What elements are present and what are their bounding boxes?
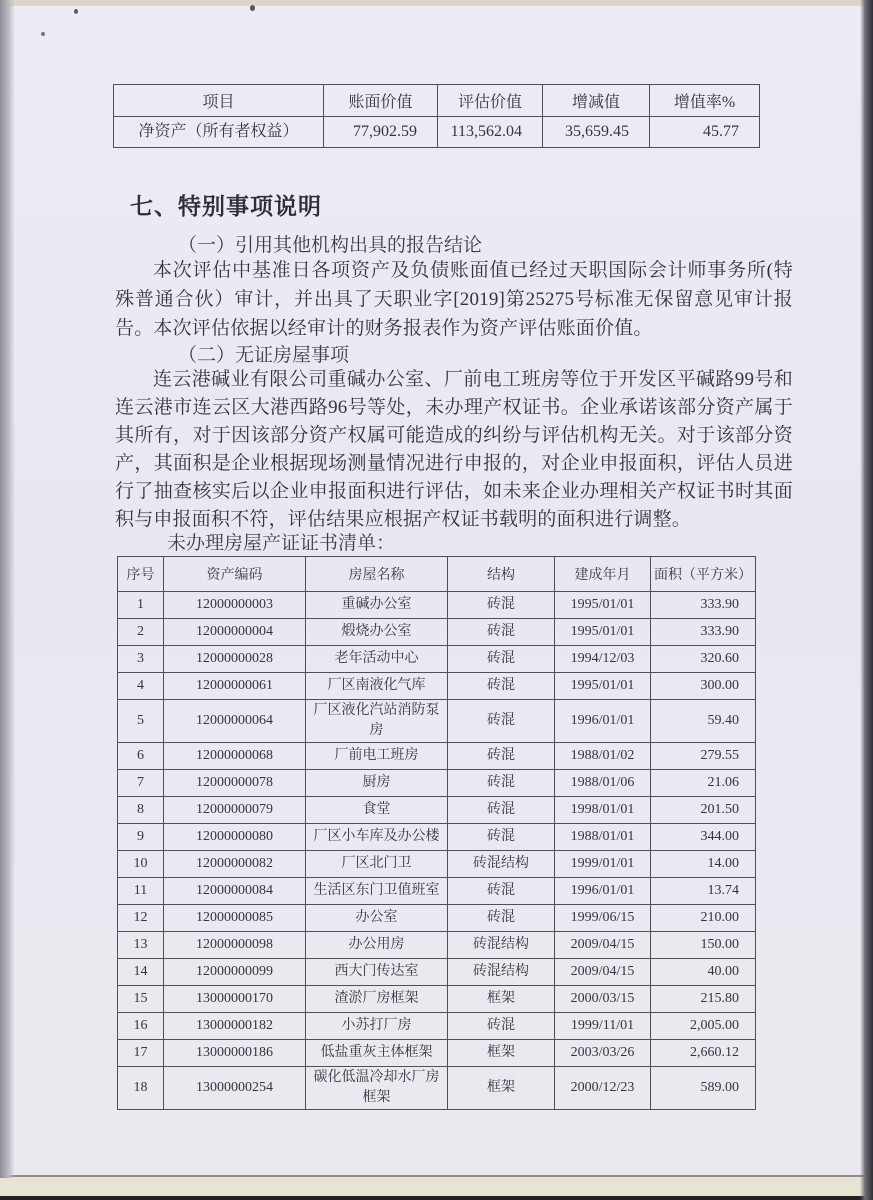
table-row — [118, 878, 756, 905]
table-row — [118, 959, 756, 986]
table-cell: 12000000078 — [164, 770, 306, 797]
table-cell: 2000/03/15 — [555, 986, 651, 1013]
column-header-item: 项目 — [114, 85, 324, 117]
table-cell: 18 — [118, 1067, 164, 1110]
table-row — [118, 770, 756, 797]
table-cell: 333.90 — [651, 592, 756, 619]
table-cell: 333.90 — [651, 619, 756, 646]
section-title: 七、特别事项说明 — [130, 193, 322, 219]
table-cell: 低盐重灰主体框架 — [306, 1040, 448, 1067]
column-header-change-rate: 增值率% — [650, 85, 760, 117]
table-cell: 西大门传达室 — [306, 959, 448, 986]
table-cell: 1996/01/01 — [555, 700, 651, 743]
table-cell: 框架 — [448, 986, 555, 1013]
paragraph-audit-reference: 本次评估中基准日各项资产及负债账面值已经过天职国际会计师事务所(特殊普通合伙）审计，并出具了天职业字[2019]第25275号标准无保留意见审计报告。本次评估依据以经审计的财务报表作为资产评估账面价值。 — [115, 260, 793, 339]
house-list-table — [117, 556, 756, 1110]
table-row — [118, 1013, 756, 1040]
table-cell: 13000000254 — [164, 1067, 306, 1110]
table-cell: 13000000170 — [164, 986, 306, 1013]
table-cell: 15 — [118, 986, 164, 1013]
table-cell: 生活区东门卫值班室 — [306, 878, 448, 905]
table-cell: 厂区液化汽站消防泵房 — [306, 700, 448, 743]
table-cell: 16 — [118, 1013, 164, 1040]
table-cell: 厂区小车库及办公楼 — [306, 824, 448, 851]
table-cell: 1988/01/06 — [555, 770, 651, 797]
table-cell: 12000000004 — [164, 619, 306, 646]
column-header-book-value: 账面价值 — [324, 85, 438, 117]
column-header-build-date: 建成年月 — [555, 557, 651, 592]
table-cell: 2009/04/15 — [555, 959, 651, 986]
scan-speck — [74, 9, 78, 14]
table-cell: 589.00 — [651, 1067, 756, 1110]
table-cell: 279.55 — [651, 743, 756, 770]
table-cell: 12000000028 — [164, 646, 306, 673]
scan-speck — [250, 5, 255, 11]
subsection-2-title: （二）无证房屋事项 — [178, 345, 350, 366]
table-cell: 12000000082 — [164, 851, 306, 878]
table-cell: 12000000061 — [164, 673, 306, 700]
table-cell: 45.77 — [650, 117, 760, 148]
table-cell: 厂区南液化气库 — [306, 673, 448, 700]
table-row — [118, 673, 756, 700]
table-cell: 砖混 — [448, 905, 555, 932]
column-header-asset-code: 资产编码 — [164, 557, 306, 592]
table-cell: 2 — [118, 619, 164, 646]
table-cell: 1996/01/01 — [555, 878, 651, 905]
table-cell: 1999/11/01 — [555, 1013, 651, 1040]
table-cell: 2000/12/23 — [555, 1067, 651, 1110]
table-cell: 老年活动中心 — [306, 646, 448, 673]
summary-body — [114, 117, 760, 148]
table-cell: 13.74 — [651, 878, 756, 905]
scan-edge-right — [860, 0, 873, 1200]
table-cell: 3 — [118, 646, 164, 673]
table-row — [118, 1067, 756, 1110]
table-row — [118, 905, 756, 932]
summary-table — [113, 84, 760, 148]
scan-edge-bottom — [0, 1196, 873, 1200]
table-cell: 210.00 — [651, 905, 756, 932]
table-cell: 320.60 — [651, 646, 756, 673]
table-cell: 215.80 — [651, 986, 756, 1013]
house-list-caption: 未办理房屋产证证书清单： — [167, 533, 396, 554]
table-cell: 12000000068 — [164, 743, 306, 770]
table-cell: 12000000098 — [164, 932, 306, 959]
table-cell: 1995/01/01 — [555, 619, 651, 646]
table-row — [118, 851, 756, 878]
table-cell: 40.00 — [651, 959, 756, 986]
table-cell: 食堂 — [306, 797, 448, 824]
table-cell: 2009/04/15 — [555, 932, 651, 959]
table-row — [118, 797, 756, 824]
column-header-structure: 结构 — [448, 557, 555, 592]
table-cell: 2003/03/26 — [555, 1040, 651, 1067]
table-cell: 1999/01/01 — [555, 851, 651, 878]
table-cell: 11 — [118, 878, 164, 905]
table-cell: 框架 — [448, 1040, 555, 1067]
scanner-background-band — [0, 1177, 873, 1196]
table-cell: 300.00 — [651, 673, 756, 700]
table-cell: 13000000186 — [164, 1040, 306, 1067]
column-header-appraised: 评估价值 — [438, 85, 543, 117]
paragraph-uncertified-houses: 连云港碱业有限公司重碱办公室、厂前电工班房等位于开发区平碱路99号和连云港市连云区大港西路96号等处，未办理产权证书。企业承诺该部分资产属于其所有，对于因该部分资产权属可能造成的纠纷与评估机构无关。对于该部分资产，其面积是企业根据现场测量情况进行申报的，对企业申报面积，评估人员进行了抽查核实后以企业申报面积进行评估，如未来企业办理相关产权证书时其面积与申报面积不符，评估结果应根据产权证书载明的面积进行调整。 — [115, 369, 793, 530]
summary-header-row — [114, 85, 760, 117]
table-cell: 10 — [118, 851, 164, 878]
table-cell: 12000000080 — [164, 824, 306, 851]
table-cell: 113,562.04 — [438, 117, 543, 148]
table-cell: 净资产（所有者权益） — [114, 117, 324, 148]
table-cell: 1999/06/15 — [555, 905, 651, 932]
table-cell: 厨房 — [306, 770, 448, 797]
table-cell: 2,005.00 — [651, 1013, 756, 1040]
table-cell: 12000000003 — [164, 592, 306, 619]
table-cell: 13 — [118, 932, 164, 959]
table-cell: 14.00 — [651, 851, 756, 878]
table-cell: 201.50 — [651, 797, 756, 824]
table-cell: 砖混 — [448, 824, 555, 851]
table-cell: 35,659.45 — [543, 117, 650, 148]
table-cell: 渣淤厂房框架 — [306, 986, 448, 1013]
table-cell: 12 — [118, 905, 164, 932]
table-cell: 59.40 — [651, 700, 756, 743]
table-cell: 重碱办公室 — [306, 592, 448, 619]
table-row — [118, 619, 756, 646]
column-header-index: 序号 — [118, 557, 164, 592]
table-cell: 5 — [118, 700, 164, 743]
house-table-body — [118, 592, 756, 1110]
table-cell: 12000000064 — [164, 700, 306, 743]
table-cell: 办公用房 — [306, 932, 448, 959]
table-cell: 1994/12/03 — [555, 646, 651, 673]
table-row — [118, 932, 756, 959]
table-row — [118, 700, 756, 743]
table-cell: 碳化低温冷却水厂房框架 — [306, 1067, 448, 1110]
table-cell: 1995/01/01 — [555, 673, 651, 700]
table-cell: 砖混结构 — [448, 851, 555, 878]
table-cell: 9 — [118, 824, 164, 851]
table-row — [118, 646, 756, 673]
table-cell: 办公室 — [306, 905, 448, 932]
table-cell: 6 — [118, 743, 164, 770]
table-cell: 17 — [118, 1040, 164, 1067]
house-table-header-row — [118, 557, 756, 592]
table-row — [118, 1040, 756, 1067]
table-cell: 砖混 — [448, 673, 555, 700]
column-header-house-name: 房屋名称 — [306, 557, 448, 592]
table-cell: 1998/01/01 — [555, 797, 651, 824]
table-row — [118, 743, 756, 770]
table-cell: 砖混 — [448, 592, 555, 619]
table-row — [114, 117, 760, 148]
subsection-1-title: （一）引用其他机构出具的报告结论 — [178, 235, 483, 256]
table-cell: 砖混结构 — [448, 932, 555, 959]
scan-edge-left — [0, 0, 15, 1178]
table-cell: 12000000085 — [164, 905, 306, 932]
table-cell: 14 — [118, 959, 164, 986]
table-cell: 煅烧办公室 — [306, 619, 448, 646]
table-row — [118, 986, 756, 1013]
table-cell: 厂区北门卫 — [306, 851, 448, 878]
table-cell: 12000000099 — [164, 959, 306, 986]
table-cell: 150.00 — [651, 932, 756, 959]
table-cell: 砖混结构 — [448, 959, 555, 986]
table-cell: 框架 — [448, 1067, 555, 1110]
table-cell: 砖混 — [448, 878, 555, 905]
table-cell: 小苏打厂房 — [306, 1013, 448, 1040]
table-cell: 7 — [118, 770, 164, 797]
table-cell: 77,902.59 — [324, 117, 438, 148]
table-cell: 1 — [118, 592, 164, 619]
table-cell: 12000000084 — [164, 878, 306, 905]
scan-speck — [41, 32, 45, 36]
table-cell: 砖混 — [448, 797, 555, 824]
table-cell: 厂前电工班房 — [306, 743, 448, 770]
table-cell: 砖混 — [448, 743, 555, 770]
column-header-area: 面积（平方米） — [651, 557, 756, 592]
table-cell: 1995/01/01 — [555, 592, 651, 619]
table-row — [118, 824, 756, 851]
table-cell: 4 — [118, 673, 164, 700]
table-cell: 344.00 — [651, 824, 756, 851]
table-cell: 砖混 — [448, 1013, 555, 1040]
scan-edge-top — [0, 0, 873, 6]
table-cell: 21.06 — [651, 770, 756, 797]
table-cell: 砖混 — [448, 646, 555, 673]
table-cell: 1988/01/01 — [555, 824, 651, 851]
column-header-change: 增减值 — [543, 85, 650, 117]
table-cell: 13000000182 — [164, 1013, 306, 1040]
table-row — [118, 592, 756, 619]
table-cell: 砖混 — [448, 619, 555, 646]
table-cell: 12000000079 — [164, 797, 306, 824]
table-cell: 砖混 — [448, 770, 555, 797]
table-cell: 砖混 — [448, 700, 555, 743]
table-cell: 2,660.12 — [651, 1040, 756, 1067]
table-cell: 8 — [118, 797, 164, 824]
table-cell: 1988/01/02 — [555, 743, 651, 770]
